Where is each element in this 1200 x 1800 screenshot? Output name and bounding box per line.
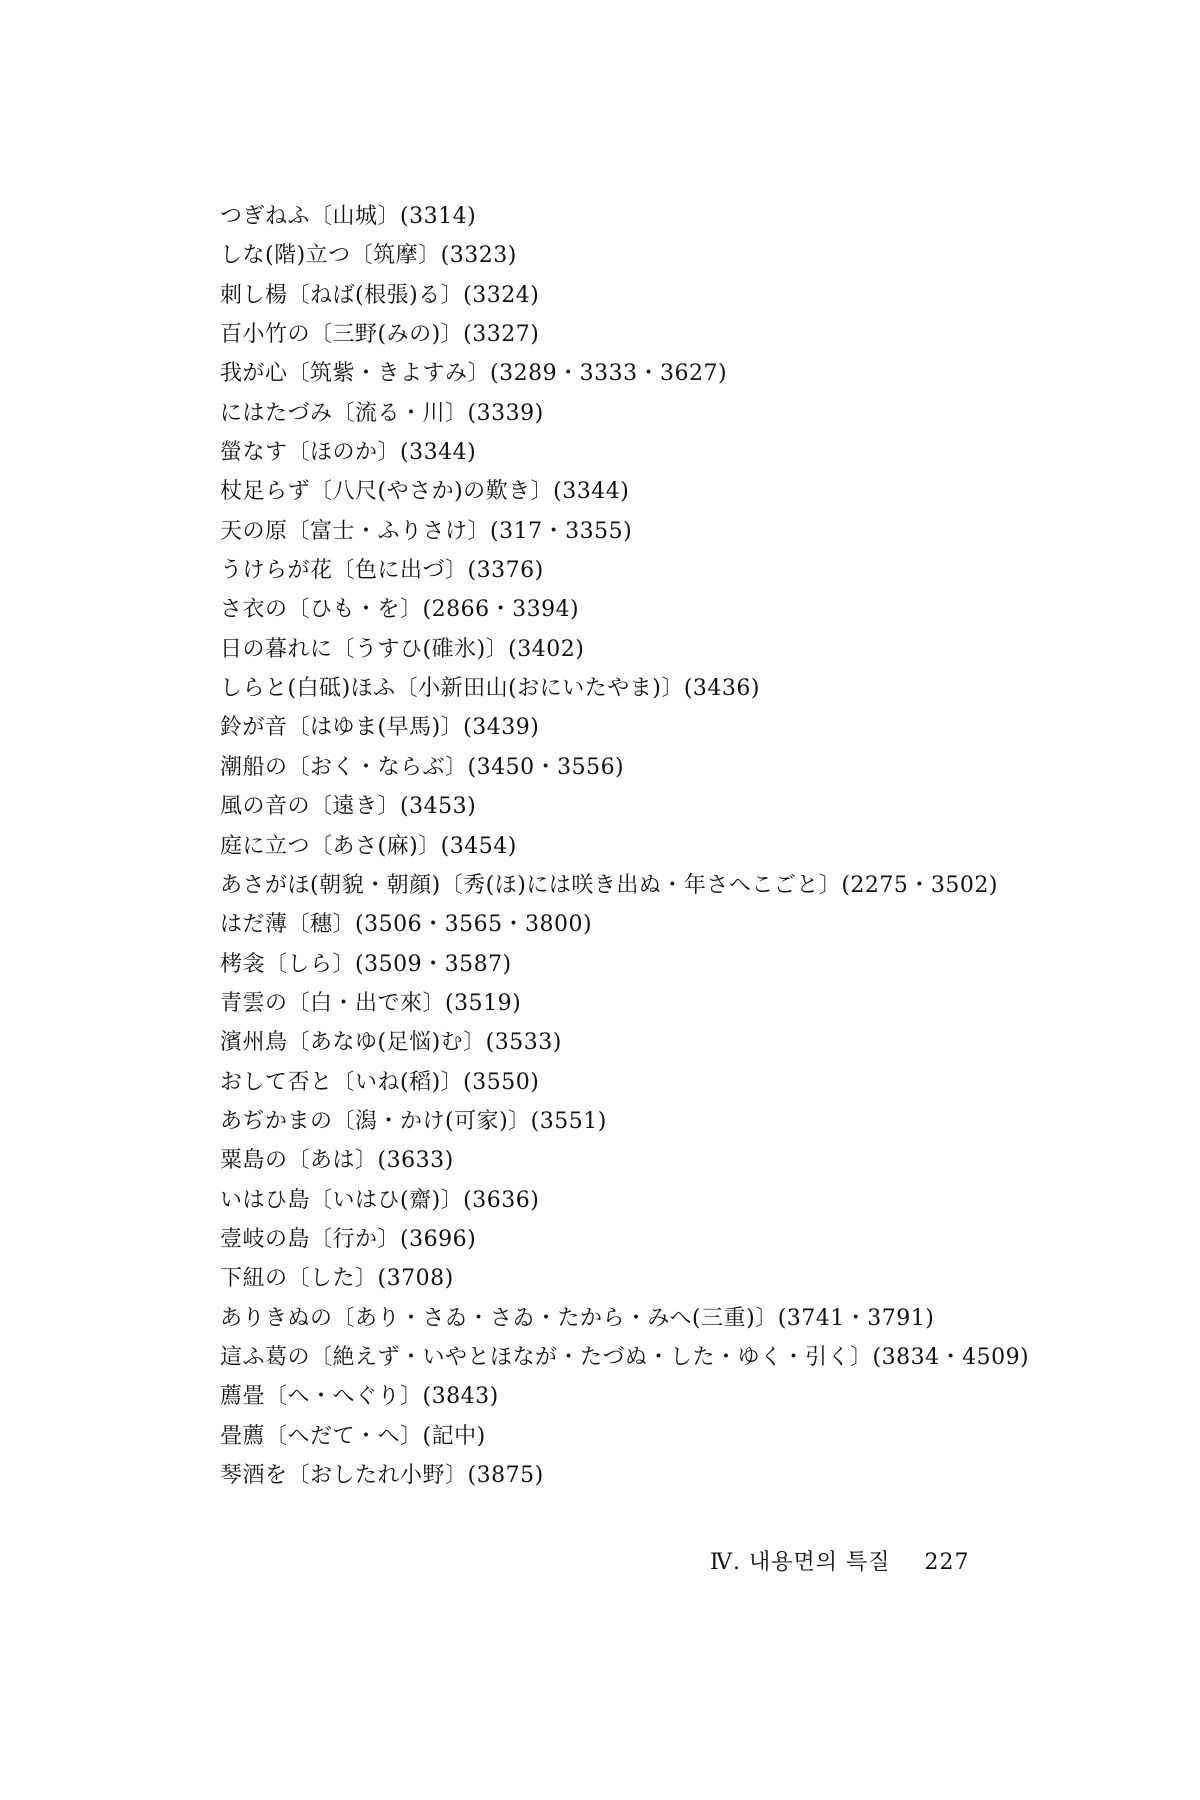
list-item: 壹岐の島〔行か〕(3696) [220,1226,477,1252]
list-item: 青雲の〔白・出で來〕(3519) [220,990,522,1016]
list-item: 鈴が音〔はゆま(早馬)〕(3439) [220,715,540,741]
list-item: 薦畳〔へ・へぐり〕(3843) [220,1384,499,1410]
list-item: 琴酒を〔おしたれ小野〕(3875) [220,1463,544,1488]
list-item: うけらが花〔色に出づ〕(3376) [220,558,544,584]
list-item: 粟島の〔あは〕(3633) [220,1148,454,1174]
list-item: はだ薄〔穗〕(3506・3565・3800) [220,912,593,938]
list-item: 天の原〔富士・ふりさけ〕(317・3355) [220,518,633,544]
list-item: さ衣の〔ひも・を〕(2866・3394) [220,597,580,623]
list-item: 日の暮れに〔うすひ(碓氷)〕(3402) [220,636,585,662]
list-item: 下紐の〔した〕(3708) [220,1266,454,1292]
list-item: 我が心〔筑紫・きよすみ〕(3289・3333・3627) [220,361,728,387]
list-item: 畳薦〔へだて・へ〕(記中) [220,1423,486,1449]
list-item: しな(階)立つ〔筑摩〕(3323) [220,243,517,269]
list-item: あぢかまの〔潟・かけ(可家)〕(3551) [220,1108,607,1134]
page-footer [710,1545,969,1576]
list-item: しらと(白砥)ほふ〔小新田山(おにいたやま)〕(3436) [220,676,760,702]
list-item: 刺し楊〔ねば(根張)る〕(3324) [220,282,540,308]
section-label: Ⅳ. 내용면의 특질 [710,1550,891,1575]
list-item: おして否と〔いね(稻)〕(3550) [220,1069,540,1095]
list-item: いはひ島〔いはひ(齋)〕(3636) [220,1187,540,1213]
list-item: 這ふ葛の〔絶えず・いやとほなが・たづぬ・した・ゆく・引く〕(3834・4509) [220,1344,1030,1370]
list-item: 百小竹の〔三野(みの)〕(3327) [220,322,540,348]
list-item: ありきぬの〔あり・さゐ・さゐ・たから・みへ(三重)〕(3741・3791) [220,1305,935,1331]
list-item: 濱州鳥〔あなゆ(足悩)む〕(3533) [220,1030,562,1056]
list-item: つぎねふ〔山城〕(3314) [220,204,477,229]
list-item: 風の音の〔遠き〕(3453) [220,794,477,820]
list-item: 潮船の〔おく・ならぶ〕(3450・3556) [220,754,625,780]
page-number: 227 [924,1550,970,1575]
list-item: 庭に立つ〔あさ(麻)〕(3454) [220,833,517,859]
list-item: 杖足らず〔八尺(やさか)の歎き〕(3344) [220,479,630,505]
list-item: にはたづみ〔流る・川〕(3339) [220,400,544,426]
list-item: 栲衾〔しら〕(3509・3587) [220,951,512,977]
list-item: あさがほ(朝貌・朝顔)〔秀(ほ)には咲き出ぬ・年さへこごと〕(2275・3502) [220,872,998,898]
makurakotoba-list [220,200,1120,1498]
list-item: 螢なす〔ほのか〕(3344) [220,440,477,466]
